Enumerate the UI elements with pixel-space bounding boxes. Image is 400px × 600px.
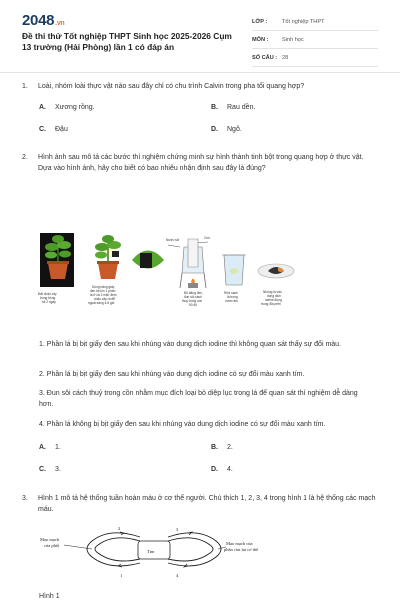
option-c[interactable] <box>39 126 68 133</box>
step1-line: tối 2 ngày <box>42 300 56 304</box>
step3-line: 90 độ <box>189 303 197 307</box>
label-alcohol: Cồn <box>204 236 210 240</box>
statement-2: 2. Phần lá bị bịt giấy đen sau khi nhúng vào dung dịch iodine có sự đổi màu xanh tím. <box>39 371 305 378</box>
heart-label: Tim <box>147 549 155 554</box>
exam-meta <box>252 13 378 67</box>
question-number: 1. <box>22 83 28 90</box>
step4-line: lá trong <box>227 295 238 299</box>
option-text: 1. <box>55 444 61 451</box>
option-a[interactable] <box>39 444 61 451</box>
question-text: Hình 1 mô tả hệ thống tuần hoàn máu ở cơ thể người. Chú thích 1, 2, 3, 4 trong hình 1 là hệ thống các mạch máu. <box>38 495 376 513</box>
option-letter: A. <box>39 104 46 111</box>
option-d[interactable] <box>211 126 242 133</box>
option-text: 2. <box>227 444 233 451</box>
step2-line: chậu cây ra để <box>94 297 115 301</box>
option-letter: D. <box>211 466 218 473</box>
lung-capillary-label: Mao mạch <box>40 537 60 542</box>
step3-line: đun sôi cách <box>184 295 202 299</box>
statement-3: 3. Đun sôi cách thuỷ trong cồn nhằm mục đích loại bỏ diệp lục trong lá để quan sát thí nghiệm dễ dàng hơn. <box>39 390 358 408</box>
question-text: Loài, nhóm loài thực vật nào sau đây chỉ có chu trình Calvin trong pha tối quang hợp? <box>38 83 305 90</box>
step3-line: Bỏ băng đen, <box>184 291 203 295</box>
logo-text: 2048 <box>22 12 55 29</box>
step1-line: Đặt chậu cây <box>38 292 57 296</box>
petri-dish <box>258 264 294 278</box>
meta-row-count <box>252 49 378 67</box>
option-text: 4. <box>227 466 233 473</box>
step5-line: Nhúng lá vào <box>263 290 282 294</box>
meta-row-subject <box>252 31 378 49</box>
header-divider <box>0 72 400 73</box>
vessel-2-label: 2 <box>118 526 121 531</box>
option-letter: C. <box>39 466 46 473</box>
lung-capillary-label: của phổi <box>44 543 60 548</box>
step2-line: Dùng băng giấy <box>92 285 115 289</box>
plant-in-dark <box>40 233 74 287</box>
meta-row-class <box>252 13 378 31</box>
option-letter: A. <box>39 444 46 451</box>
header <box>0 0 400 68</box>
option-text: Ngô. <box>227 126 242 133</box>
circulation-diagram <box>36 523 296 585</box>
meta-key: LỚP : <box>252 18 268 25</box>
step5-line: dung dịch <box>267 294 281 298</box>
option-letter: B. <box>211 444 218 451</box>
option-letter: C. <box>39 126 46 133</box>
option-letter: D. <box>211 126 218 133</box>
exam-title: Đề thi thử Tốt nghiệp THPT Sinh học 2025-2026 Cụm 13 trường (Hải Phòng) lần 1 có đáp án <box>22 31 232 52</box>
option-a[interactable] <box>39 104 95 111</box>
step2-line: ngoài sáng 4-6 giờ <box>88 301 115 305</box>
option-letter: B. <box>211 104 218 111</box>
figure-caption: Hình 1 <box>39 593 60 600</box>
option-text: Rau dền. <box>227 104 256 111</box>
question-number: 2. <box>22 154 28 161</box>
vessel-3-label: 3 <box>176 527 179 532</box>
step2-line: lá ở cả 2 mặt, đem <box>90 293 117 297</box>
statement-4: 4. Phần lá không bị bịt giấy đen sau khi nhúng vào dung dịch iodine có sự đổi màu xanh tím. <box>39 421 326 428</box>
meta-key: MÔN : <box>252 36 269 43</box>
site-logo[interactable] <box>22 12 64 29</box>
statement-1: 1. Phần lá bị bịt giấy đen sau khi nhúng vào dung dịch iodine thì không quan sát thấy sự đổi màu. <box>39 341 342 348</box>
option-b[interactable] <box>211 104 255 111</box>
water-bath-setup <box>168 239 208 288</box>
step1-line: trong bóng <box>40 296 56 300</box>
step5-line: iodine đựng <box>265 298 282 302</box>
meta-key: SỐ CÂU : <box>252 54 278 61</box>
step4-line: Rửa sạch <box>224 291 238 295</box>
meta-value: Tốt nghiệp THPT <box>282 18 325 25</box>
logo-tld: .vn <box>55 20 65 27</box>
vessel-1-label: 1 <box>120 573 123 578</box>
option-d[interactable] <box>211 466 233 473</box>
meta-value: 28 <box>282 54 289 61</box>
step4-line: nước ấm <box>225 299 238 303</box>
question-number: 3. <box>22 495 28 502</box>
option-text: Xương rồng. <box>55 104 95 111</box>
starch-experiment-figure <box>36 233 364 323</box>
warm-water-beaker <box>222 255 246 285</box>
plant-with-covered-leaf <box>95 235 121 279</box>
vessel-4-label: 4 <box>176 573 179 578</box>
label-water: Nước sôi <box>166 238 180 242</box>
option-text: Đậu <box>55 126 68 133</box>
leaf-with-black-strip <box>132 251 164 269</box>
option-b[interactable] <box>211 444 233 451</box>
option-c[interactable] <box>39 466 61 473</box>
step5-line: trong đĩa petri <box>261 302 281 306</box>
step3-line: thuỷ trong cồn <box>182 299 203 303</box>
body-capillary-label: Mao mạch của <box>226 541 253 546</box>
option-text: 3. <box>55 466 61 473</box>
step2-line: đen bịt kín 1 phần <box>90 289 116 293</box>
body-capillary-label: phần còn lại cơ thể <box>224 547 259 552</box>
question-text: Hình ảnh sau mô tả các bước thí nghiệm chứng minh sự hình thành tinh bột trong quang hợp ở thực vật. Dựa vào hình ảnh, hãy cho biết có bao nhiêu nhận định sau đây là đúng? <box>38 154 364 172</box>
meta-value: Sinh học <box>282 36 304 43</box>
